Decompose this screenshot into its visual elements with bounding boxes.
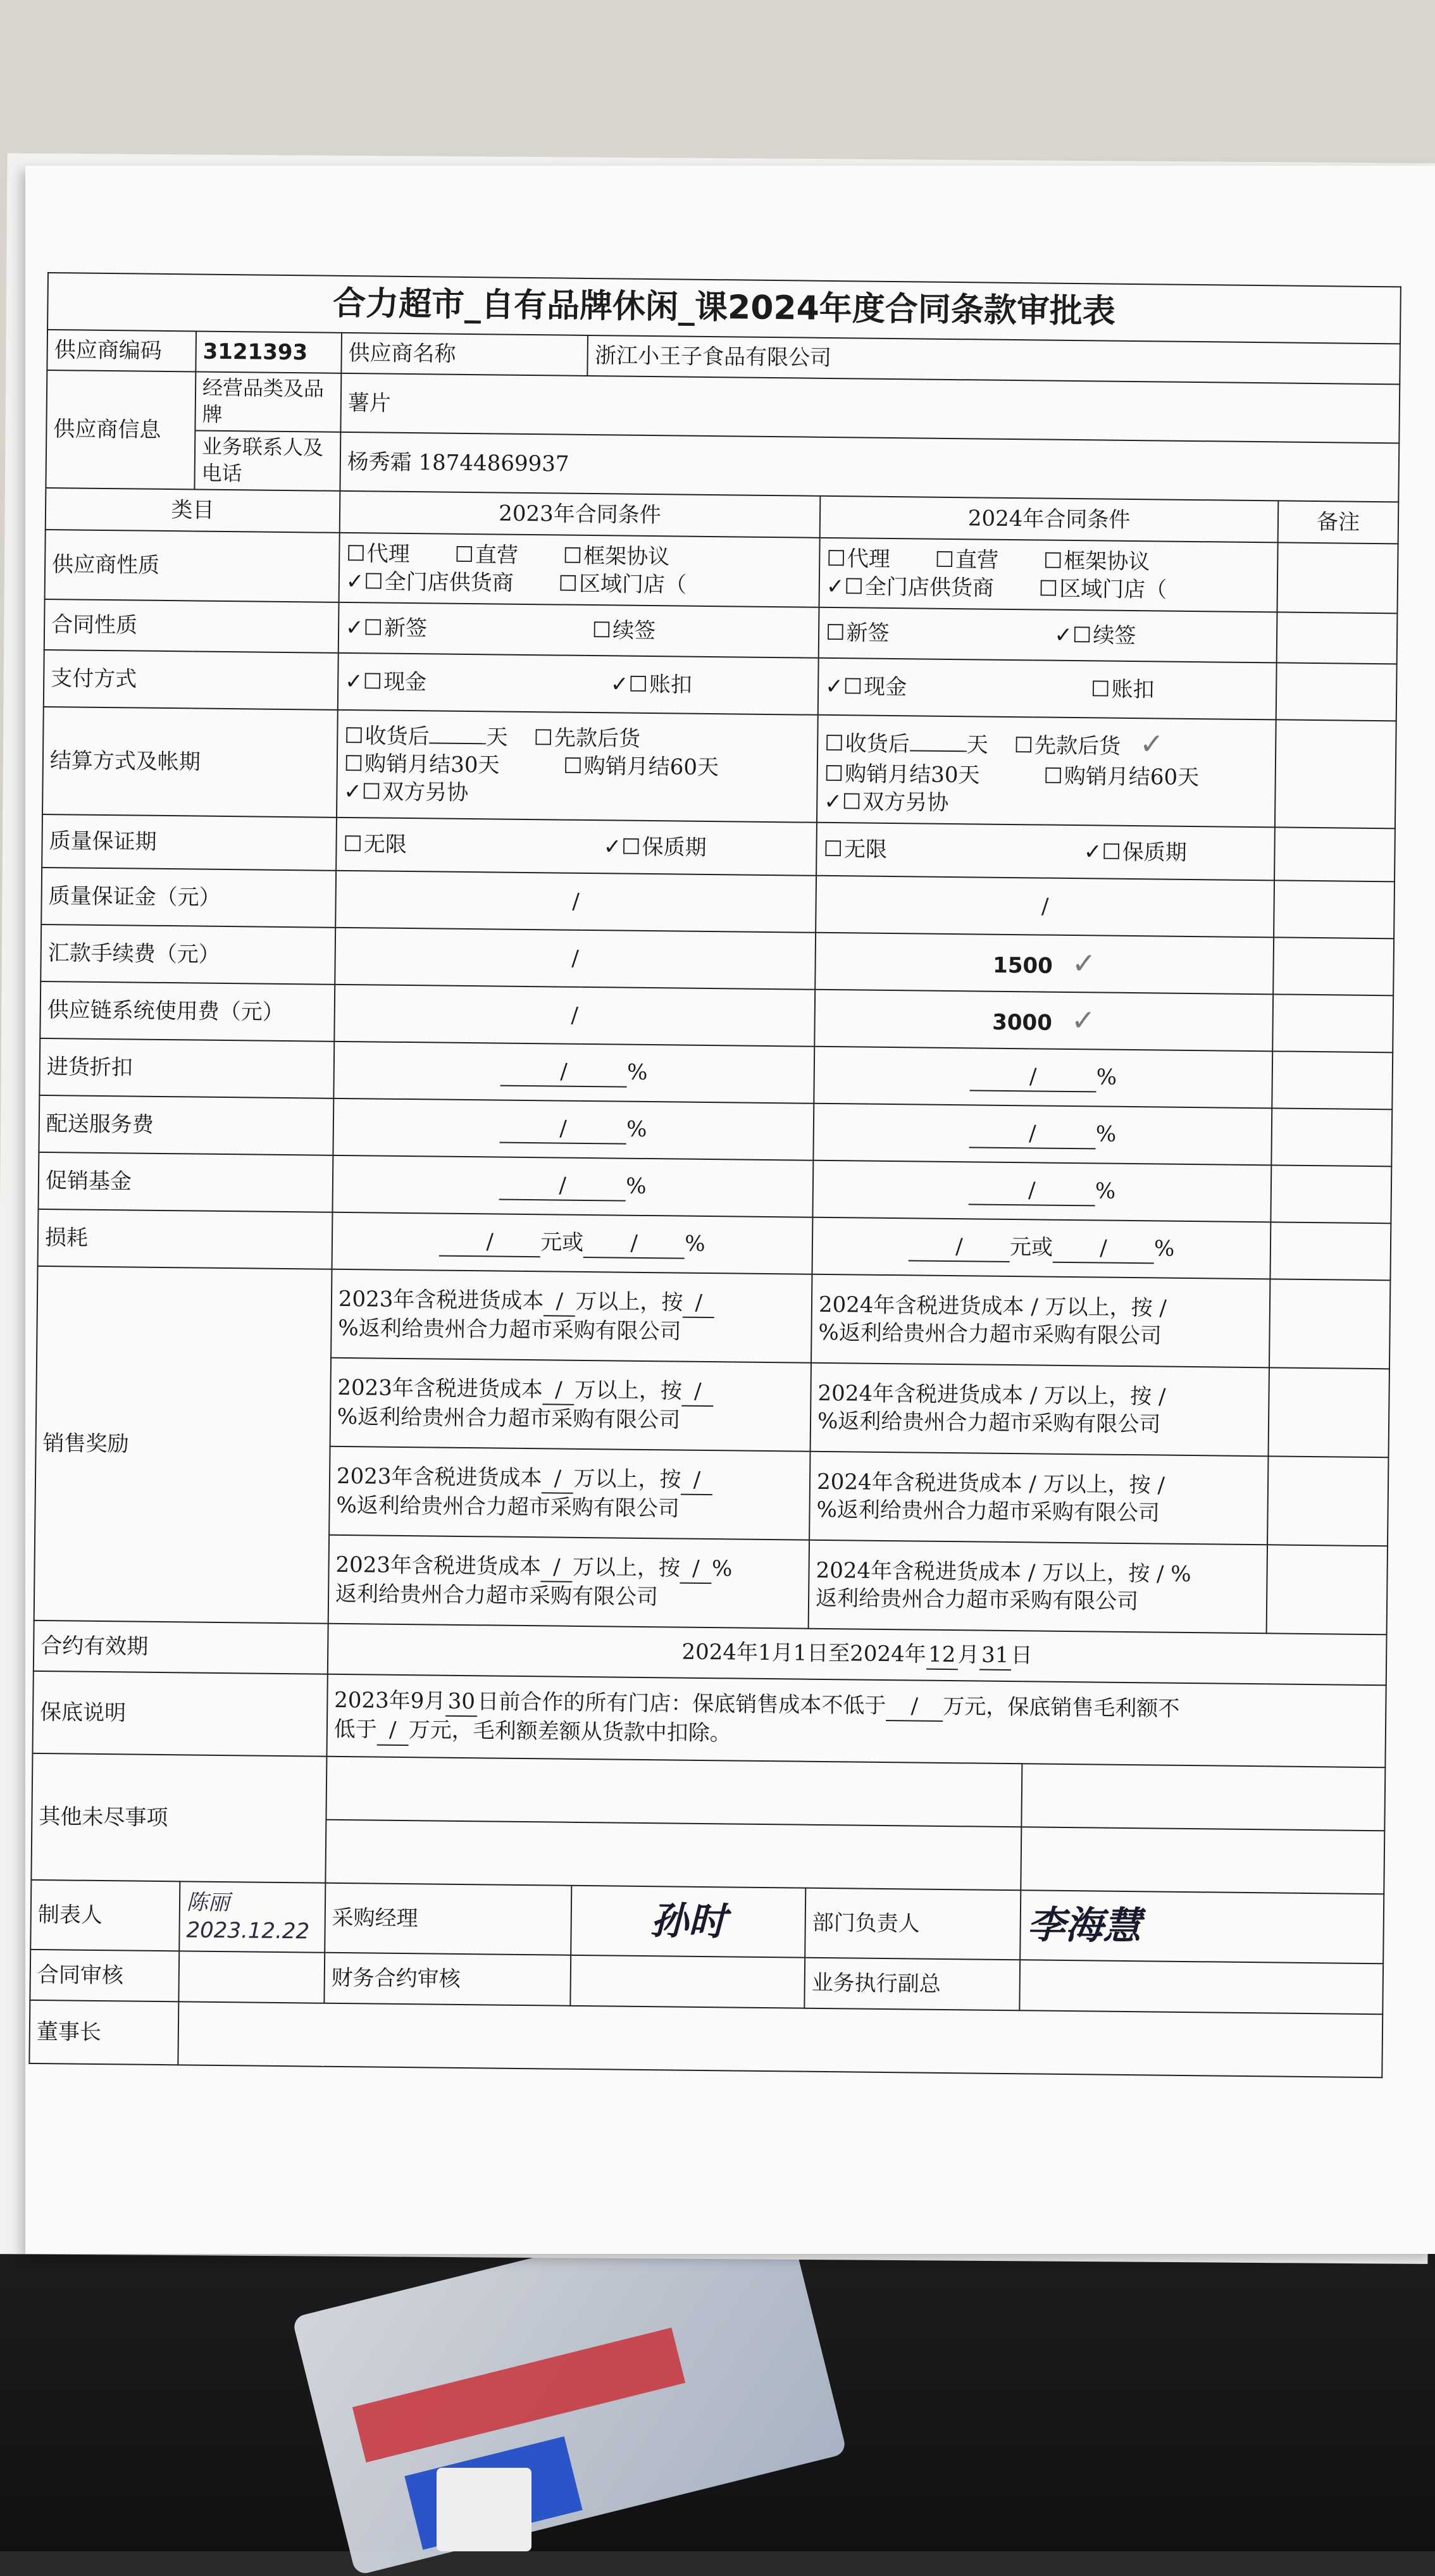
- remit-fee-2024-cell: [815, 933, 1274, 995]
- rebate-2023-line: [331, 1269, 812, 1363]
- opt-direct: 直营: [955, 547, 999, 573]
- opt-prepay: 先款后货: [1034, 733, 1121, 760]
- delivery-2024: /: [969, 1119, 1096, 1150]
- percent-unit: %: [1095, 1178, 1116, 1205]
- checkbox-icon: ☐: [343, 831, 363, 857]
- checked-box-icon: ✓☐: [344, 779, 382, 806]
- opt-agent: 代理: [847, 546, 891, 573]
- rebate-text: %返利给贵州合力超市采购有限公司: [817, 1409, 1161, 1438]
- header-category: 类目: [46, 488, 340, 533]
- days-unit: 天: [486, 725, 508, 750]
- days-unit: 天: [966, 732, 988, 758]
- buyer-signature: 孙时: [571, 1886, 806, 1958]
- percent-unit: %: [1171, 1561, 1191, 1588]
- warranty-label: 质量保证期: [42, 814, 337, 871]
- checkbox-icon: ☐: [344, 723, 364, 749]
- checkbox-icon: ☐: [826, 546, 847, 572]
- checked-box-icon: ✓☐: [825, 674, 863, 700]
- opt-deduct: 账扣: [649, 672, 693, 698]
- percent-unit: %: [685, 1231, 705, 1257]
- rebate-2024-line: [809, 1540, 1268, 1634]
- opt-month60: 购销月结60天: [583, 754, 719, 781]
- payment-label: 支付方式: [44, 650, 339, 710]
- rebate-label: 销售奖励: [34, 1266, 332, 1624]
- rebate-amount: /: [543, 1376, 575, 1405]
- opt-renew: 续签: [1093, 623, 1136, 649]
- other-cell: [1021, 1827, 1384, 1895]
- supplier-name-label: 供应商名称: [341, 333, 588, 376]
- remark-cell: [1267, 1545, 1388, 1635]
- rebate-2024-line: [811, 1274, 1270, 1368]
- checked-box-icon: ✓☐: [1083, 839, 1121, 866]
- rebate-2023-line: [328, 1535, 809, 1629]
- rebate-text: 2024年含税进货成本: [816, 1558, 1022, 1586]
- guarantee-cost: /: [886, 1692, 943, 1722]
- deposit-2024: /: [816, 876, 1274, 938]
- rebate-text: 万以上，按: [1043, 1383, 1152, 1410]
- supplier-name: 浙江小王子食品有限公司: [588, 335, 1400, 384]
- checkbox-icon: ☐: [345, 541, 366, 567]
- checkbox-icon: ☐: [562, 543, 583, 569]
- validity-day: 31: [979, 1641, 1011, 1671]
- rebate-pct: /: [680, 1555, 712, 1584]
- rebate-text: 2024年含税进货成本: [816, 1469, 1022, 1497]
- pencil-check-icon: ✓: [1139, 726, 1164, 761]
- rebate-amount: /: [1028, 1560, 1036, 1586]
- checked-box-icon: ✓☐: [1054, 622, 1092, 649]
- rebate-2024-line: [811, 1363, 1270, 1457]
- rebate-text: 万以上，按: [1042, 1560, 1150, 1587]
- scm-fee-2023: /: [334, 985, 815, 1047]
- opt-new: 新签: [383, 615, 428, 642]
- deposit-label: 质量保证金（元）: [41, 868, 336, 928]
- rebate-text: 2024年含税进货成本: [817, 1381, 1024, 1409]
- checkbox-icon: ☐: [1043, 548, 1063, 575]
- remark-cell: [1274, 881, 1395, 939]
- buyer-label: 采购经理: [325, 1883, 572, 1955]
- remark-cell: [1277, 543, 1398, 614]
- validity-text: 月: [957, 1642, 979, 1668]
- opt-month30: 购销月结30天: [364, 751, 500, 778]
- guarantee-label: 保底说明: [32, 1671, 327, 1757]
- percent-unit: %: [626, 1116, 647, 1143]
- rebate-text: %返利给贵州合力超市采购有限公司: [818, 1320, 1162, 1349]
- supplier-code: 3121393: [196, 331, 342, 373]
- guarantee-text: [326, 1674, 1386, 1768]
- maker-label: 制表人: [30, 1880, 180, 1951]
- chairman-label: 董事长: [29, 2000, 178, 2065]
- delivery-2023-cell: [333, 1098, 814, 1160]
- remark-cell: [1269, 1368, 1389, 1458]
- rebate-amount: /: [1029, 1471, 1037, 1497]
- vp-label: 业务执行副总: [804, 1958, 1020, 2011]
- rebate-text: %返利给贵州合力超市采购有限公司: [336, 1493, 680, 1522]
- scm-fee-label: 供应链系统使用费（元）: [40, 981, 335, 1042]
- contract-type-2024: [819, 607, 1277, 663]
- rebate-text: %返利给贵州合力超市采购有限公司: [338, 1316, 681, 1345]
- remark-cell: [1273, 938, 1394, 996]
- rebate-text: 2023年含税进货成本: [337, 1375, 544, 1403]
- validity-label: 合约有效期: [34, 1621, 328, 1674]
- payment-2023: [338, 653, 819, 715]
- chairman-cell: [178, 2002, 1382, 2078]
- header-2024: 2024年合同条件: [820, 496, 1279, 543]
- rebate-text: 2023年含税进货成本: [338, 1286, 544, 1314]
- guarantee-margin: /: [376, 1716, 408, 1746]
- guarantee-day: 30: [445, 1688, 477, 1717]
- rebate-2023-line: [329, 1447, 811, 1540]
- discount-2024-cell: [814, 1047, 1272, 1109]
- checked-box-icon: ✓☐: [603, 834, 641, 861]
- pencil-check-icon: ✓: [1071, 946, 1096, 981]
- opt-region: 区域门店（: [1059, 576, 1167, 603]
- rebate-pct: /: [681, 1466, 712, 1496]
- discount-2024: /: [970, 1062, 1096, 1093]
- opt-direct: 直营: [475, 542, 519, 569]
- other-cell: [1021, 1764, 1385, 1831]
- remit-fee-2024: 1500: [992, 953, 1053, 980]
- percent-unit: %: [1096, 1064, 1117, 1091]
- discount-label: 进货折扣: [39, 1038, 334, 1098]
- guarantee-part: 低于: [333, 1717, 377, 1743]
- form-title: 合力超市_自有品牌休闲_课2024年度合同条款审批表: [47, 273, 1401, 344]
- checkbox-icon: ☐: [825, 620, 845, 646]
- checked-box-icon: ✓☐: [824, 789, 862, 815]
- checkbox-icon: ☐: [592, 618, 612, 644]
- rebate-text: 2024年含税进货成本: [818, 1292, 1024, 1320]
- rebate-text: 2023年含税进货成本: [335, 1552, 542, 1580]
- opt-unlimited: 无限: [843, 837, 888, 863]
- remark-cell: [1269, 1279, 1390, 1369]
- yuan-or: 元或: [1009, 1235, 1053, 1261]
- validity-text: 日: [1010, 1643, 1033, 1669]
- other-cell: [326, 1757, 1022, 1827]
- finance-review-label: 财务合约审核: [324, 1953, 571, 2006]
- remark-cell: [1274, 828, 1395, 882]
- opt-month30: 购销月结30天: [845, 761, 980, 788]
- opt-deduct: 账扣: [1111, 676, 1155, 703]
- loss-2023: [332, 1212, 812, 1274]
- checked-box-icon: ✓☐: [344, 669, 383, 695]
- rebate-pct: /: [1156, 1561, 1164, 1587]
- opt-month60: 购销月结60天: [1064, 763, 1200, 791]
- rebate-text: 万以上，按: [575, 1289, 683, 1316]
- checkbox-icon: ☐: [824, 731, 844, 757]
- loss-label: 损耗: [38, 1209, 333, 1269]
- remit-fee-label: 汇款手续费（元）: [40, 924, 335, 985]
- rebate-pct: /: [1158, 1384, 1166, 1410]
- lanyard-clip: [437, 2468, 531, 2551]
- other-cell: [325, 1820, 1021, 1891]
- discount-2023-cell: [333, 1042, 814, 1104]
- guarantee-part: 万元，毛利额差额从货款中扣除。: [408, 1717, 731, 1746]
- rebate-text: 万以上，按: [1043, 1471, 1151, 1498]
- rebate-text: 返利给贵州合力超市采购有限公司: [815, 1586, 1139, 1615]
- opt-shelf-life: 保质期: [1122, 840, 1187, 866]
- header-2023: 2023年合同条件: [340, 491, 821, 538]
- loss-pct-value: /: [583, 1229, 685, 1259]
- remark-cell: [1273, 995, 1394, 1053]
- checked-box-icon: ✓☐: [345, 569, 383, 595]
- remit-fee-2023: /: [335, 928, 816, 990]
- rebate-text: 万以上，按: [1045, 1294, 1153, 1321]
- pencil-check-icon: ✓: [1071, 1003, 1096, 1038]
- promo-2024: /: [969, 1176, 1095, 1207]
- opt-cash: 现金: [863, 674, 907, 700]
- promo-2024-cell: [812, 1160, 1271, 1223]
- checkbox-icon: ☐: [454, 542, 475, 568]
- rebate-text: %返利给贵州合力超市采购有限公司: [816, 1497, 1160, 1526]
- percent-unit: %: [1095, 1121, 1117, 1148]
- loss-yuan-value: /: [439, 1228, 540, 1258]
- remark-cell: [1272, 1109, 1393, 1167]
- opt-cash: 现金: [383, 669, 427, 695]
- other-label: 其他未尽事项: [31, 1753, 326, 1883]
- checked-box-icon: ✓☐: [610, 671, 649, 698]
- rebate-text: 万以上，按: [573, 1466, 681, 1493]
- loss-2024: [812, 1217, 1271, 1279]
- supplier-code-label: 供应商编码: [47, 330, 196, 371]
- settlement-2024: [817, 715, 1276, 828]
- checkbox-icon: ☐: [533, 725, 554, 751]
- remark-cell: [1277, 613, 1398, 664]
- checkbox-icon: ☐: [1014, 733, 1034, 759]
- opt-prepay: 先款后货: [554, 725, 641, 752]
- opt-after-receipt: 收货后: [364, 723, 430, 750]
- warranty-2023: [336, 818, 817, 876]
- warranty-2024: [816, 823, 1275, 881]
- validity-month: 12: [926, 1641, 958, 1671]
- discount-2023: /: [500, 1057, 627, 1088]
- remark-cell: [1270, 1223, 1391, 1281]
- percent-unit: %: [1153, 1236, 1175, 1262]
- contract-type-2023: [339, 602, 819, 658]
- supplier-info-label: 供应商信息: [46, 370, 196, 490]
- scm-fee-2024: 3000: [992, 1010, 1053, 1036]
- checked-box-icon: ✓☐: [826, 574, 864, 600]
- rebate-2023-line: [330, 1358, 811, 1452]
- opt-framework: 框架协议: [1064, 549, 1150, 575]
- percent-unit: %: [626, 1059, 648, 1086]
- rebate-amount: /: [541, 1553, 573, 1583]
- review-label: 合同审核: [30, 1950, 179, 2001]
- guarantee-part: 2023年9月: [334, 1688, 446, 1714]
- opt-agent: 代理: [366, 541, 410, 568]
- nature-2024: [819, 538, 1278, 613]
- loss-pct-value: /: [1053, 1234, 1154, 1264]
- payment-2024: [818, 658, 1277, 720]
- promo-2023-cell: [332, 1155, 813, 1217]
- opt-new: 新签: [846, 620, 890, 647]
- rebate-amount: /: [544, 1287, 575, 1317]
- checkbox-icon: ☐: [935, 547, 955, 573]
- dept-head-label: 部门负责人: [805, 1888, 1021, 1960]
- checkbox-icon: ☐: [558, 571, 578, 597]
- review-cell: [178, 1951, 325, 2003]
- contract-type-label: 合同性质: [44, 599, 339, 653]
- opt-after-receipt: 收货后: [845, 731, 910, 757]
- rebate-text: 返利给贵州合力超市采购有限公司: [335, 1581, 659, 1610]
- rebate-pct: /: [683, 1289, 714, 1319]
- nature-2023: [339, 533, 819, 607]
- promo-2023: /: [499, 1171, 626, 1202]
- rebate-pct: /: [1159, 1295, 1167, 1321]
- scm-fee-2024-cell: [814, 990, 1273, 1052]
- opt-negotiate: 双方另协: [862, 789, 949, 816]
- checkbox-icon: ☐: [824, 761, 844, 787]
- rebate-pct: /: [682, 1378, 714, 1407]
- settlement-label: 结算方式及帐期: [42, 707, 338, 818]
- remark-cell: [1272, 1052, 1393, 1110]
- opt-framework: 框架协议: [583, 544, 670, 570]
- yuan-or: 元或: [540, 1229, 584, 1256]
- guarantee-part: 万元，保底销售毛利额不: [943, 1694, 1180, 1722]
- validity-text: 2024年1月1日至2024年: [681, 1639, 926, 1667]
- rebate-amount: /: [1029, 1383, 1038, 1409]
- contact-value: 杨秀霜 18744869937: [340, 432, 1399, 502]
- maker-signature: 陈丽2023.12.22: [179, 1882, 325, 1953]
- remark-cell: [1275, 720, 1396, 829]
- percent-unit: %: [625, 1173, 647, 1200]
- category-value: 薯片: [340, 373, 1400, 444]
- checkbox-icon: ☐: [1090, 676, 1110, 702]
- delivery-label: 配送服务费: [39, 1095, 333, 1155]
- rebate-2024-line: [809, 1452, 1269, 1545]
- loss-yuan-value: /: [909, 1233, 1010, 1263]
- opt-renew: 续签: [612, 618, 656, 644]
- opt-all-store: 全门店供货商: [864, 574, 995, 602]
- opt-negotiate: 双方另协: [382, 780, 469, 806]
- opt-unlimited: 无限: [363, 831, 407, 858]
- checkbox-icon: ☐: [563, 753, 583, 780]
- promo-label: 促销基金: [38, 1152, 333, 1212]
- remark-cell: [1267, 1457, 1388, 1546]
- checkbox-icon: ☐: [823, 837, 843, 862]
- rebate-text: %返利给贵州合力超市采购有限公司: [337, 1404, 681, 1433]
- dept-head-signature: 李海慧: [1020, 1891, 1384, 1964]
- opt-shelf-life: 保质期: [642, 835, 707, 861]
- nature-label: 供应商性质: [45, 530, 340, 602]
- category-label: 经营品类及品牌: [195, 371, 341, 432]
- opt-all-store: 全门店供货商: [384, 569, 514, 597]
- rebate-text: 万以上，按: [574, 1378, 683, 1404]
- header-remark: 备注: [1278, 501, 1398, 544]
- rebate-pct: /: [1157, 1472, 1165, 1498]
- rebate-amount: /: [1031, 1294, 1039, 1320]
- rebate-text: 2023年含税进货成本: [336, 1464, 542, 1491]
- remark-cell: [1271, 1166, 1392, 1224]
- opt-region: 区域门店（: [578, 571, 687, 598]
- guarantee-part: 日前合作的所有门店：保底销售成本不低于: [477, 1689, 886, 1719]
- finance-review-cell: [571, 1955, 805, 2008]
- deposit-2023: /: [335, 871, 816, 933]
- remark-cell: [1276, 663, 1397, 721]
- contact-label: 业务联系人及电话: [194, 431, 340, 492]
- checked-box-icon: ✓☐: [345, 615, 383, 641]
- vp-cell: [1019, 1960, 1383, 2015]
- checkbox-icon: ☐: [1043, 763, 1064, 789]
- rebate-amount: /: [542, 1464, 573, 1494]
- checkbox-icon: ☐: [344, 751, 364, 777]
- rebate-text: 万以上，按: [572, 1554, 681, 1581]
- percent-unit: %: [711, 1556, 733, 1582]
- settlement-2023: [337, 710, 818, 823]
- delivery-2023: /: [500, 1114, 626, 1145]
- approval-form: [28, 272, 1401, 2079]
- checkbox-icon: ☐: [1038, 576, 1059, 602]
- delivery-2024-cell: [813, 1104, 1272, 1166]
